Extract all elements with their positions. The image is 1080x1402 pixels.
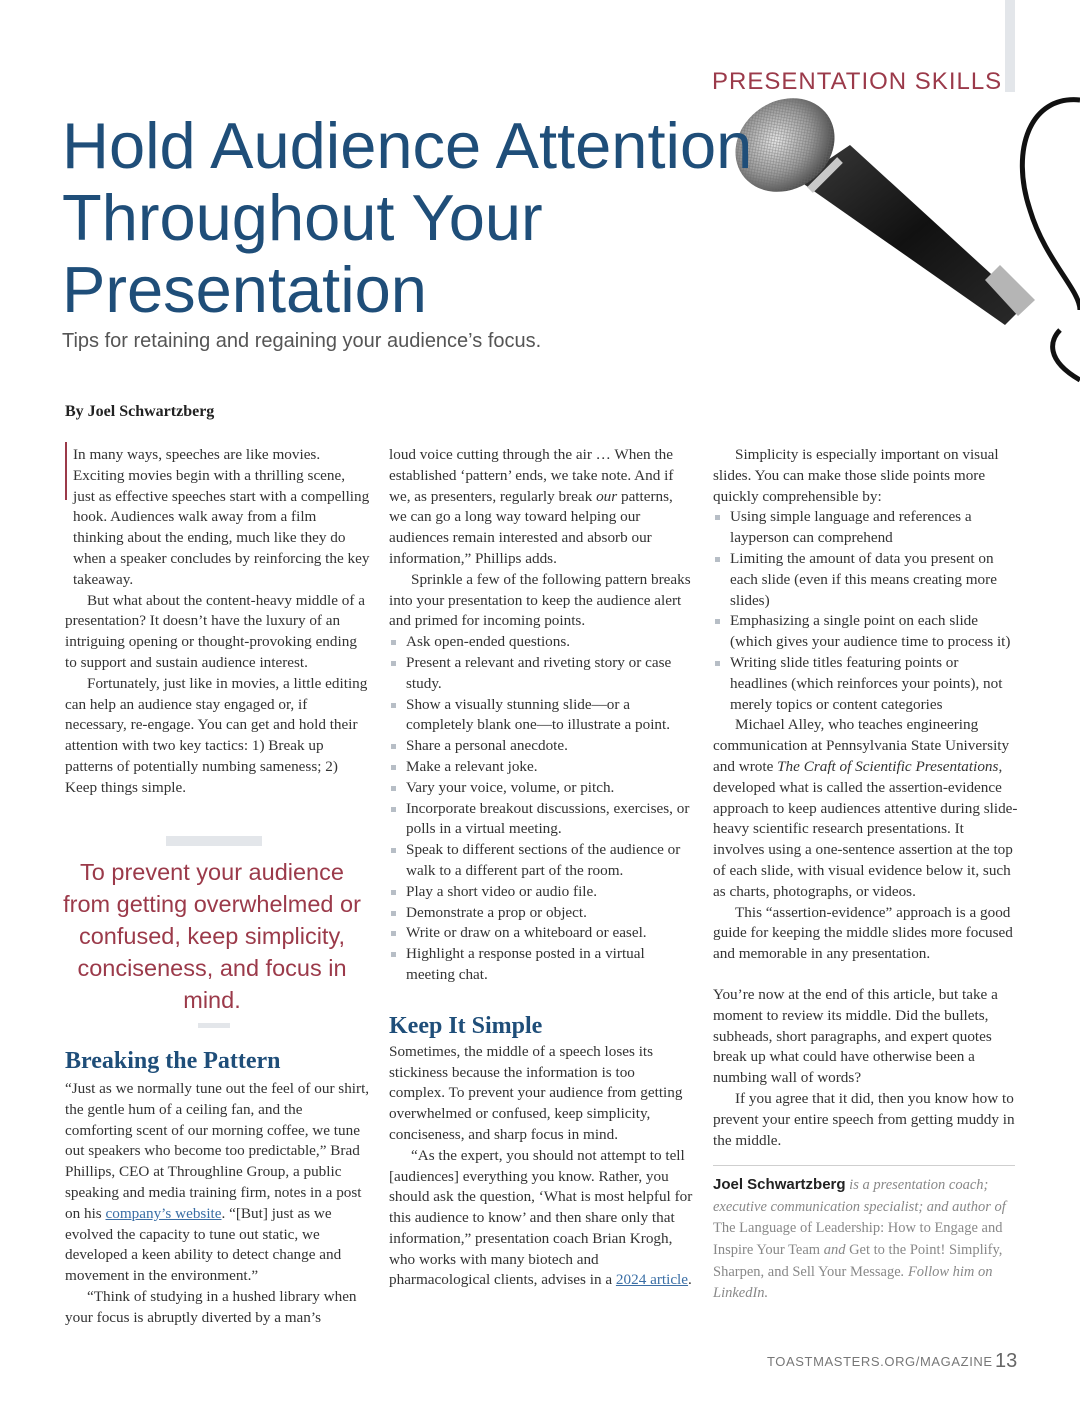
list-item: Emphasizing a single point on each slide (which gives your audience time to process it): [713, 611, 1018, 653]
paragraph: loud voice cutting through the air … When the established ‘pattern’ ends, we take note. And if we, as presenters, regularly break our patterns, we can go a long way toward helping our audiences remain interested and absorb our information,” Phillips adds.: [389, 446, 674, 567]
list-item: Make a relevant joke.: [389, 757, 694, 778]
pattern-break-list: [389, 632, 694, 986]
column-1: [65, 445, 370, 799]
author-name: Joel Schwartzberg: [713, 1176, 846, 1194]
bio-divider: [713, 1165, 1015, 1166]
breaking-section: [65, 1047, 370, 1329]
list-item: Play a short video or audio file.: [389, 882, 694, 903]
paragraph: Fortunately, just like in movies, a little editing can help an audience stay engaged or, if necessary, re-engage. You can get and hold their attention with two key tactics: 1) Break up patterns of potentially numbing sameness; 2) Keep things simple.: [65, 674, 368, 796]
intro-paragraph: In many ways, speeches are like movies. Exciting movies begin with a thrilling scene, just as effective speeches start with a compelling hook. Audiences walk away from a film thinking about the ending, much like they do when a speaker concludes by reinforcing the key takeaway.: [73, 446, 370, 588]
company-website-link[interactable]: company’s website: [105, 1204, 222, 1222]
list-item: Present a relevant and riveting story or case study.: [389, 653, 694, 695]
byline: By Joel Schwartzberg: [65, 403, 215, 420]
column-2: [389, 445, 694, 1291]
cable-bottom: [1053, 330, 1080, 380]
section-label: PRESENTATION SKILLS: [712, 68, 1003, 95]
paragraph: Sprinkle a few of the following pattern breaks into your presentation to keep the audience alert and primed for incoming points.: [389, 570, 691, 630]
pull-quote: To prevent your audience from getting overwhelmed or confused, keep simplicity, conciseness, and focus in mind.: [63, 859, 361, 1013]
pull-quote-rule-bottom: [198, 1023, 230, 1028]
section-accent-bar: [1005, 0, 1015, 92]
paragraph: Michael Alley, who teaches engineering communication at Pennsylvania State University and wrote The Craft of Scientific Presentations, developed what is called the assertion-evidence approach to keep audiences attentive during slide-heavy scientific research presentations. It involves using a one-sentence assertion at the top of each slide, with visual evidence below it, such as charts, photographs, or videos.: [713, 716, 1018, 900]
paragraph: But what about the content-heavy middle of a presentation? It doesn’t have the luxury of an intriguing opening or thought-provoking ending to support and sustain audience interest.: [65, 591, 365, 671]
page-number: 13: [995, 1350, 1018, 1372]
list-item: Share a personal anecdote.: [389, 736, 694, 757]
paragraph: “Just as we normally tune out the feel of our shirt, the gentle hum of a ceiling fan, and the comforting scent of our morning coffee, we tune out speakers who become too predictable,” Brad Phillips, CEO at Throughline Group, a public speaking and media training firm, notes in a post on his company’s website. “[But] just as we evolved the capacity to tune out static, we developed a keen ability to detect change and movement in the environment.”: [65, 1080, 370, 1285]
list-item: Demonstrate a prop or object.: [389, 903, 694, 924]
paragraph: You’re now at the end of this article, but take a moment to review its middle. Did the bullets, subheads, short paragraphs, and expert quotes break up what could have otherwise been a numbing wall of words?: [713, 985, 998, 1087]
list-item: Using simple language and references a layperson can comprehend: [713, 507, 1018, 549]
column-3: [713, 445, 1018, 1305]
article-title: Hold Audience Attention Throughout Your Presentation: [62, 109, 753, 326]
paragraph: “Think of studying in a hushed library when your focus is abruptly diverted by a man’s: [65, 1287, 357, 1326]
paragraph: Simplicity is especially important on visual slides. You can make those slide points more quickly comprehensible by:: [713, 446, 999, 505]
list-item: Write or draw on a whiteboard or easel.: [389, 923, 694, 944]
keep-simple-heading: Keep It Simple: [389, 1012, 543, 1039]
cable-top: [1022, 100, 1080, 310]
paragraph: Sometimes, the middle of a speech loses its stickiness because the information is too complex. To prevent your audience from getting overwhelmed or confused, keep simplicity, conciseness, and sharp focus in mind.: [389, 1042, 683, 1143]
list-item: Highlight a response posted in a virtual meeting chat.: [389, 944, 694, 986]
paragraph: This “assertion-evidence” approach is a good guide for keeping the middle slides more focused and memorable in any presentation.: [713, 903, 1013, 963]
list-item: Incorporate breakout discussions, exercises, or polls in a virtual meeting.: [389, 799, 694, 841]
author-bio: Joel Schwartzberg is a presentation coach; executive communication specialist; and author of The Language of Leadership: How to Engage and Inspire Your Team and Get to the Point! Simplify, Sharpen, and Sell Your Message. Follow him on LinkedIn.: [713, 1176, 1006, 1302]
paragraph: If you agree that it did, then you know how to prevent your entire speech from getting muddy in the middle.: [713, 1089, 1015, 1149]
breaking-heading: Breaking the Pattern: [65, 1048, 281, 1074]
paragraph: “As the expert, you should not attempt to tell [audiences] everything you know. Rather, you should ask the question, ‘What is most helpful for this audience to know’ and then share only that information,” presentation coach Brian Krogh, who works with many biotech and pharmacological clients, advises in a 2024 article.: [389, 1146, 693, 1289]
article-subtitle: Tips for retaining and regaining your audience’s focus.: [62, 330, 542, 352]
list-item: Vary your voice, volume, or pitch.: [389, 778, 694, 799]
list-item: Limiting the amount of data you present on each slide (even if this means creating more slides): [713, 549, 1018, 611]
pull-quote-rule-top: [166, 836, 262, 846]
list-item: Speak to different sections of the audience or walk to a different part of the room.: [389, 840, 694, 882]
list-item: Ask open-ended questions.: [389, 632, 694, 653]
list-item: Show a visually stunning slide—or a completely blank one—to illustrate a point.: [389, 695, 694, 737]
list-item: Writing slide titles featuring points or headlines (which reinforces your points), not merely topics or content categories: [713, 653, 1018, 715]
article-2024-link[interactable]: 2024 article: [615, 1271, 689, 1289]
footer-site: TOASTMASTERS.ORG/MAGAZINE: [767, 1354, 993, 1369]
slide-tips-list: [713, 507, 1018, 715]
